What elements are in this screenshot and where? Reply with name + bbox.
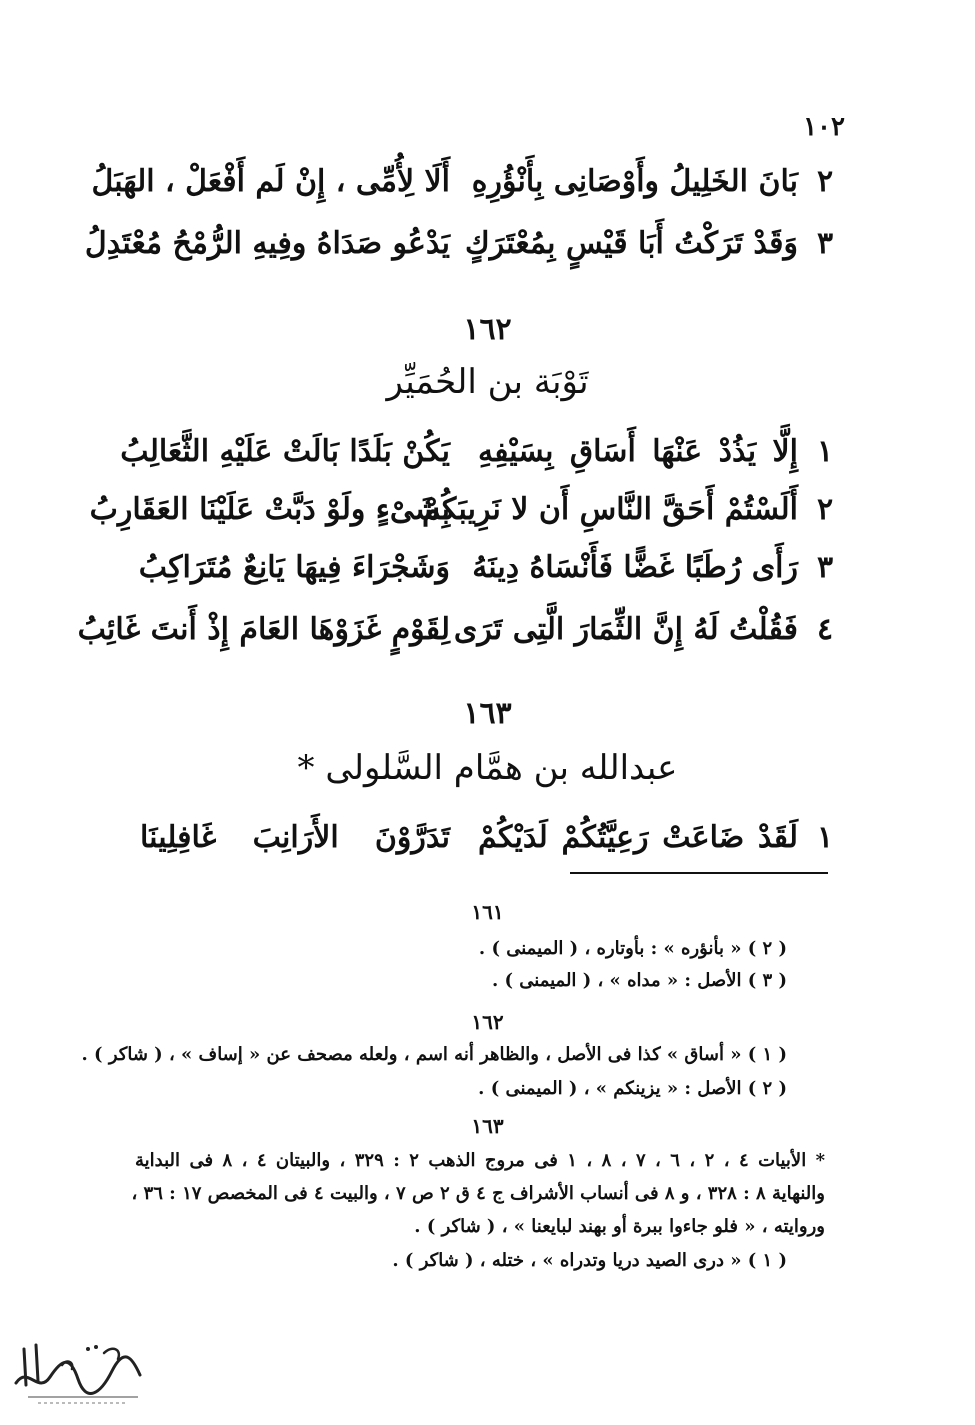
verse-second-hemistich: بِشَىْءٍ ولَوْ دَبَّتْ عَلَيْنَا العَقَارِبُ [89,492,450,527]
verse-row [89,488,840,538]
verse-first-hemistich: رَأَى رُطَبًا غَضًّا فَأَنْسَاهُ دِينَهُ [472,550,798,585]
verse-row [140,546,840,596]
verse-first-hemistich: فَقُلْتُ لَهُ إِنَّ الثِّمَارَ الَّتِى تَرَى [453,612,798,647]
verse-second-hemistich: يَكُنْ بَلَدًا بَالَتْ عَلَيْهِ الثَّعَالِبُ [120,434,450,469]
verse-number: ٢ [816,164,834,199]
footnote-line: * الأبيات ٤ ، ٢ ، ٦ ، ٧ ، ٨ ، ١ فى مروج الذهب ٢ : ٣٢٩ ، والبيتان ٤ ، ٨ فى البداية [135,1150,826,1171]
footnote-section-heading: ١٦٣ [471,1114,504,1138]
verse-row [120,430,840,480]
verse-second-hemistich: أَلَا لِأُمِّى ، إِنْ لَم أَفْعَلْ ، الهَبَلُ [91,164,450,199]
footnote-line: ( ٢ ) « بأنؤره » : بأوتاره ، ( الميمنى ) . [478,938,787,959]
verse-first-hemistich: إِلَّا يَذُدْ عَنْهَا أَسَاقِ بِسَيْفِهِ [478,434,798,469]
verse-first-hemistich: بَانَ الخَلِيلُ وأَوْصَانِى بِأَنْؤُرِهِ [471,164,798,199]
verse-row [77,608,840,658]
footnote-line: ( ١ ) « أساق » كذا فى الأصل ، والظاهر أنه اسم ، ولعله مصحف عن « إساف » ، ( شاكر ) . [81,1044,787,1065]
poem-number: ١٦٢ [463,312,512,347]
verse-number: ٤ [816,612,834,647]
verse-number: ١ [816,820,834,855]
verse-first-hemistich: لَقَدْ ضَاعَتْ رَعِيَّتُكُمْ لَدَيْكُمْ [478,820,798,855]
footnote-line: ( ١ ) « درى الصيد دريا وتدراه » ، ختله ، ( شاكر ) . [392,1250,787,1271]
footnote-line: ( ٢ ) الأصل : « يزينكم » ، ( الميمنى ) . [478,1078,787,1099]
poet-name: عبدالله بن همَّام السَّلولى * [297,748,678,788]
footnote-line: والنهاية ٨ : ٣٢٨ ، و ٨ فى أنساب الأشراف ج ٤ ق ٢ ص ٧ ، والبيت ٤ فى المخصص ١٧ : ٣٦ ، [131,1183,825,1204]
verse-row [91,160,840,210]
verse-number: ٢ [816,492,834,527]
verse-row [84,222,840,272]
verse-number: ١ [816,434,834,469]
page-number: ١٠٢ [803,112,845,142]
poem-number: ١٦٣ [463,696,512,731]
verse-second-hemistich: تَدَرَّوْنَ الأَرَانِبَ غَافِلِينَا [140,820,450,855]
footnote-separator [570,872,828,874]
verse-second-hemistich: لِقَوْمٍ غَزَوْهَا العَامَ إِذْ أَنتَ غَائِبُ [77,612,450,647]
footnote-line: ( ٣ ) الأصل : « مداه » ، ( الميمنى ) . [491,970,787,991]
verse-number: ٣ [816,550,834,585]
verse-second-hemistich: وَشَجْرَاءَ فِيهَا يَانِعٌ مُتَرَاكِبُ [138,550,450,585]
footnote-line: وروايته ، « فلو جاءوا ببرة أو بهند لبايعنا » ، ( شاكر ) . [414,1216,825,1237]
poet-name: تَوْبَة بن الحُمَيِّر [386,362,589,402]
verse-first-hemistich: أَلَسْتُمْ أَحَقَّ النَّاسِ أَن لا نَرِيبَكُمْ [422,492,798,527]
verse-number: ٣ [816,226,834,261]
library-logo-icon [8,1335,148,1410]
verse-first-hemistich: وَقَدْ تَرَكْتُ أَبَا قَيْسٍ بِمُعْتَرَكٍ [465,226,798,261]
verse-second-hemistich: يَدْعُو صَدَاهُ وفِيهِ الرُّمْحُ مُعْتَدِلُ [84,226,450,261]
footnote-section-heading: ١٦٢ [471,1010,504,1034]
verse-row [140,816,840,866]
footnote-section-heading: ١٦١ [471,900,504,924]
